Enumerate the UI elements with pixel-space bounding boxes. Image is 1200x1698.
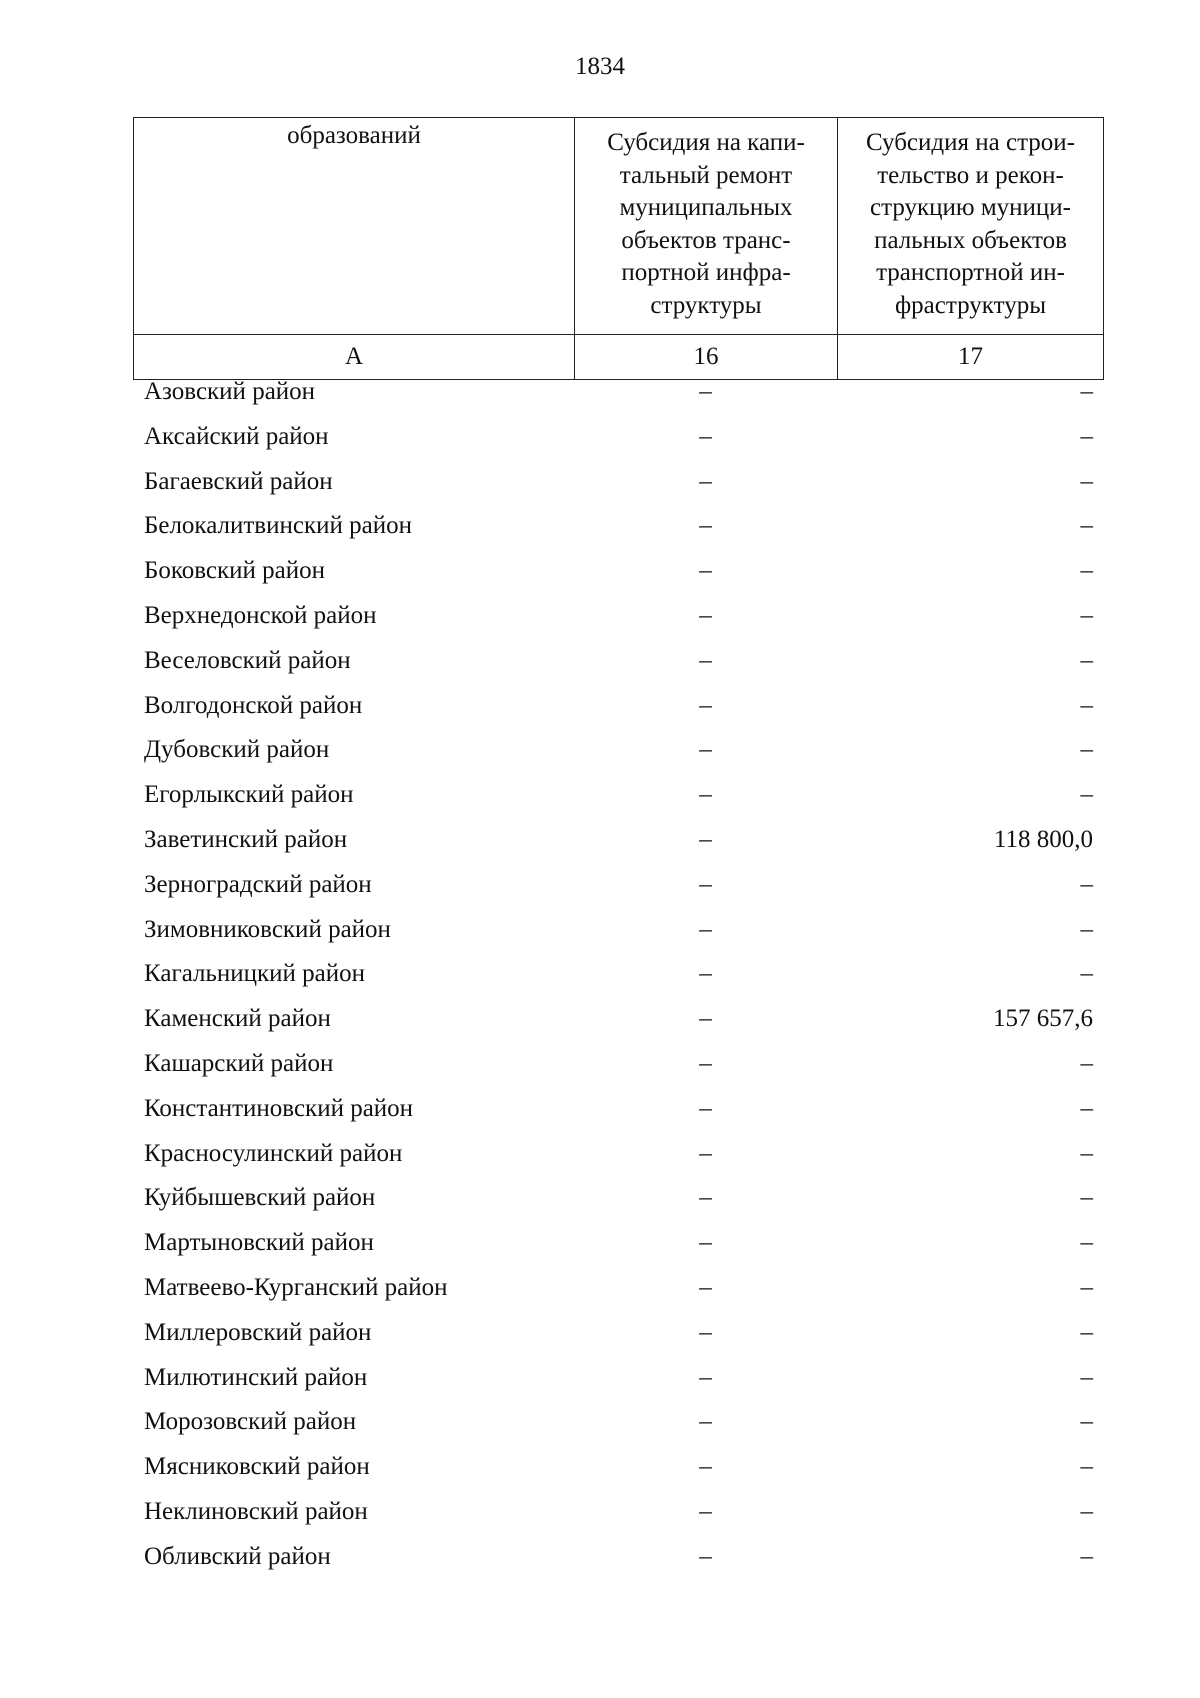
municipality-name: Верхнедонской район	[144, 601, 377, 629]
col17-value: –	[1080, 960, 1093, 988]
municipality-name: Зерноградский район	[144, 870, 372, 898]
col17-value: –	[1080, 1229, 1093, 1257]
table-row	[133, 1139, 1103, 1184]
col16-value: –	[699, 1005, 712, 1033]
header-col17-line: транспортной ин-	[876, 259, 1065, 286]
index-col16-cell: 16	[575, 335, 838, 380]
table-row	[133, 377, 1103, 422]
table-row	[133, 825, 1103, 870]
index-name-cell: А	[134, 335, 575, 380]
table-row	[133, 601, 1103, 646]
municipality-name: Кагальницкий район	[144, 960, 366, 988]
col17-value: –	[1080, 1497, 1093, 1525]
col16-value: –	[699, 646, 712, 674]
col16-value: –	[699, 378, 712, 405]
table-row	[133, 1273, 1103, 1318]
page-number: 1834	[575, 53, 625, 80]
header-col16-cell	[575, 118, 838, 335]
municipality-name: Егорлыкский район	[144, 781, 354, 809]
col16-value: –	[699, 1497, 712, 1525]
municipality-name: Веселовский район	[144, 646, 351, 674]
table-body	[133, 377, 1103, 1587]
col16-value: –	[699, 557, 712, 585]
municipality-name: Боковский район	[144, 557, 325, 585]
header-row	[134, 118, 1104, 335]
table-row	[133, 422, 1103, 467]
col16-value: –	[699, 915, 712, 943]
col17-value: –	[1080, 1408, 1093, 1436]
col16-value: –	[699, 467, 712, 495]
col16-value: –	[699, 1453, 712, 1481]
table-row	[133, 467, 1103, 512]
header-col16-line: муниципальных	[619, 194, 793, 221]
header-col16-line: структуры	[650, 291, 762, 319]
table-row	[133, 1318, 1103, 1363]
table-row	[133, 1407, 1103, 1452]
header-col16-line: портной инфра-	[621, 259, 791, 286]
col17-value: –	[1080, 601, 1093, 629]
municipality-name: Миллеровский район	[144, 1318, 372, 1346]
col17-value: –	[1080, 1453, 1093, 1481]
table-row	[133, 1049, 1103, 1094]
col16-value: –	[699, 1139, 712, 1167]
col16-value: –	[699, 781, 712, 809]
header-col16-line: объектов транс-	[621, 226, 791, 254]
municipality-name: Неклиновский район	[144, 1497, 368, 1525]
header-col17-line: фраструктуры	[894, 291, 1046, 319]
col17-value: 118 800,0	[993, 825, 1093, 853]
municipality-name: Дубовский район	[144, 736, 330, 764]
col17-value: –	[1080, 1318, 1093, 1346]
municipality-name: Зимовниковский район	[144, 915, 391, 943]
col16-value: –	[699, 1229, 712, 1257]
col17-value: –	[1080, 1363, 1093, 1391]
municipality-name: Мартыновский район	[144, 1229, 374, 1257]
table-row	[133, 1094, 1103, 1139]
col16-value: –	[699, 691, 712, 719]
table-row	[133, 646, 1103, 691]
col16-value: –	[699, 1363, 712, 1391]
col17-value: –	[1080, 646, 1093, 674]
table-row	[133, 1542, 1103, 1587]
table-row	[133, 1497, 1103, 1542]
table-row	[133, 1363, 1103, 1408]
col17-value: –	[1080, 736, 1093, 764]
col16-value: –	[699, 736, 712, 764]
header-col17-cell	[838, 118, 1104, 335]
col17-value: –	[1080, 467, 1093, 495]
col16-value: –	[699, 422, 712, 450]
municipality-name: Белокалитвинский район	[144, 512, 412, 540]
header-col17-line: Субсидия на строи-	[865, 129, 1076, 156]
table-row	[133, 870, 1103, 915]
municipality-name: Матвеево-Курганский район	[144, 1273, 448, 1301]
col17-value: –	[1080, 1049, 1093, 1077]
col16-value: –	[699, 1049, 712, 1077]
col16-value: –	[699, 1408, 712, 1436]
col17-value: –	[1080, 512, 1093, 540]
index-row	[134, 335, 1104, 380]
table-header-block	[133, 117, 1103, 380]
col16-value: –	[699, 1094, 712, 1122]
municipality-name: Каменский район	[144, 1005, 331, 1033]
col17-value: –	[1080, 422, 1093, 450]
col17-value: –	[1080, 1139, 1093, 1167]
header-col17-line: пальных объектов	[874, 226, 1067, 254]
municipality-name: Кашарский район	[144, 1049, 334, 1077]
header-name-cell: образований	[134, 118, 575, 335]
index-col17-cell: 17	[838, 335, 1104, 380]
col17-value: –	[1080, 691, 1093, 719]
col16-value: –	[699, 1184, 712, 1212]
header-col17-line: струкцию муници-	[870, 194, 1071, 221]
table-header	[133, 117, 1104, 380]
col17-value: –	[1080, 781, 1093, 809]
municipality-name: Волгодонской район	[144, 691, 363, 719]
table-row	[133, 915, 1103, 960]
municipality-name: Красносулинский район	[144, 1139, 403, 1167]
col17-value: –	[1080, 1542, 1093, 1570]
col17-value: –	[1080, 870, 1093, 898]
col17-value: –	[1080, 378, 1093, 405]
municipality-name: Милютинский район	[144, 1363, 368, 1391]
table-row	[133, 1452, 1103, 1497]
header-col16-line: Субсидия на капи-	[607, 129, 805, 156]
col16-value: –	[699, 1273, 712, 1301]
municipality-name: Багаевский район	[144, 467, 333, 495]
header-col16-line: тальный ремонт	[619, 161, 793, 189]
municipality-name: Мясниковский район	[144, 1453, 370, 1481]
table-row	[133, 1004, 1103, 1049]
col16-value: –	[699, 960, 712, 988]
municipality-name: Аксайский район	[144, 422, 329, 450]
table-row	[133, 780, 1103, 825]
table-row	[133, 1183, 1103, 1228]
municipality-name: Куйбышевский район	[144, 1184, 376, 1212]
table-row	[133, 735, 1103, 780]
col17-value: 157 657,6	[993, 1005, 1093, 1033]
col16-value: –	[699, 870, 712, 898]
col17-value: –	[1080, 1094, 1093, 1122]
col17-value: –	[1080, 1273, 1093, 1301]
municipality-name: Азовский район	[144, 378, 316, 405]
col17-value: –	[1080, 1184, 1093, 1212]
municipality-name: Константиновский район	[144, 1094, 414, 1122]
col16-value: –	[699, 825, 712, 853]
municipality-name: Обливский район	[144, 1542, 331, 1570]
col16-value: –	[699, 512, 712, 540]
table-row	[133, 511, 1103, 556]
col17-value: –	[1080, 915, 1093, 943]
municipality-name: Морозовский район	[144, 1408, 357, 1436]
header-col17-line: тельство и рекон-	[877, 161, 1064, 189]
municipality-name: Заветинский район	[144, 825, 348, 853]
col17-value: –	[1080, 557, 1093, 585]
table-row	[133, 959, 1103, 1004]
table-row	[133, 691, 1103, 736]
table-row	[133, 1228, 1103, 1273]
col16-value: –	[699, 601, 712, 629]
table-row	[133, 556, 1103, 601]
col16-value: –	[699, 1542, 712, 1570]
col16-value: –	[699, 1318, 712, 1346]
